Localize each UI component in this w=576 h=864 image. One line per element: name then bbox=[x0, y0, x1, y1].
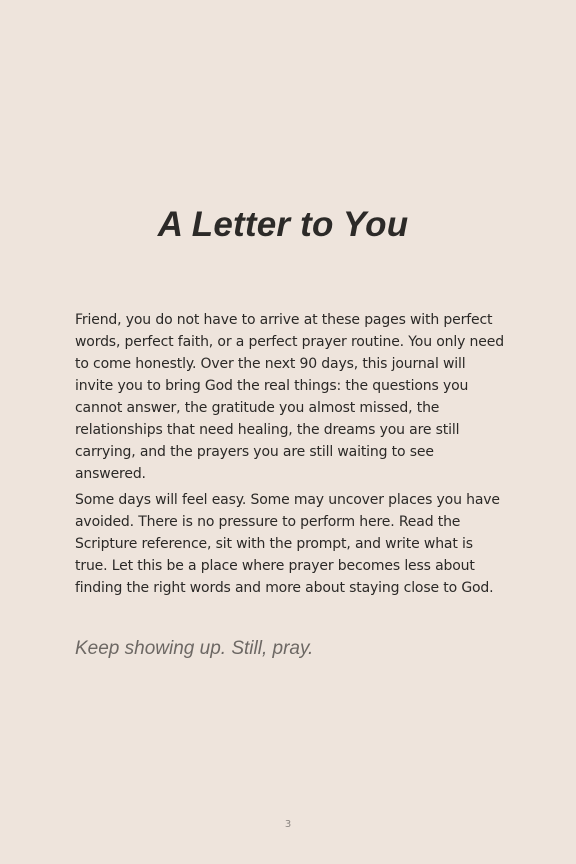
page-number: 3 bbox=[284, 819, 292, 830]
closing-line: Keep showing up. Still, pray. bbox=[75, 638, 314, 659]
letter-paragraph-2: Some days will feel easy. Some may uncover places you have avoided. There is no pressure to perform here. Read the Scripture reference, sit with the prompt, and write what is true. Let this be a place where prayer becomes less about finding the right words and more about staying close to God. bbox=[75, 492, 500, 596]
page-title: A Letter to You bbox=[157, 205, 409, 245]
letter-paragraph-1: Friend, you do not have to arrive at these pages with perfect words, perfect faith, or a perfect prayer routine. You only need to come honestly. Over the next 90 days, this journal will invite you to bring God the real things: the questions you cannot answer, the gratitude you almost missed, the relationships that need healing, the dreams you are still carrying, and the prayers you are still waiting to see answered. bbox=[75, 312, 504, 482]
